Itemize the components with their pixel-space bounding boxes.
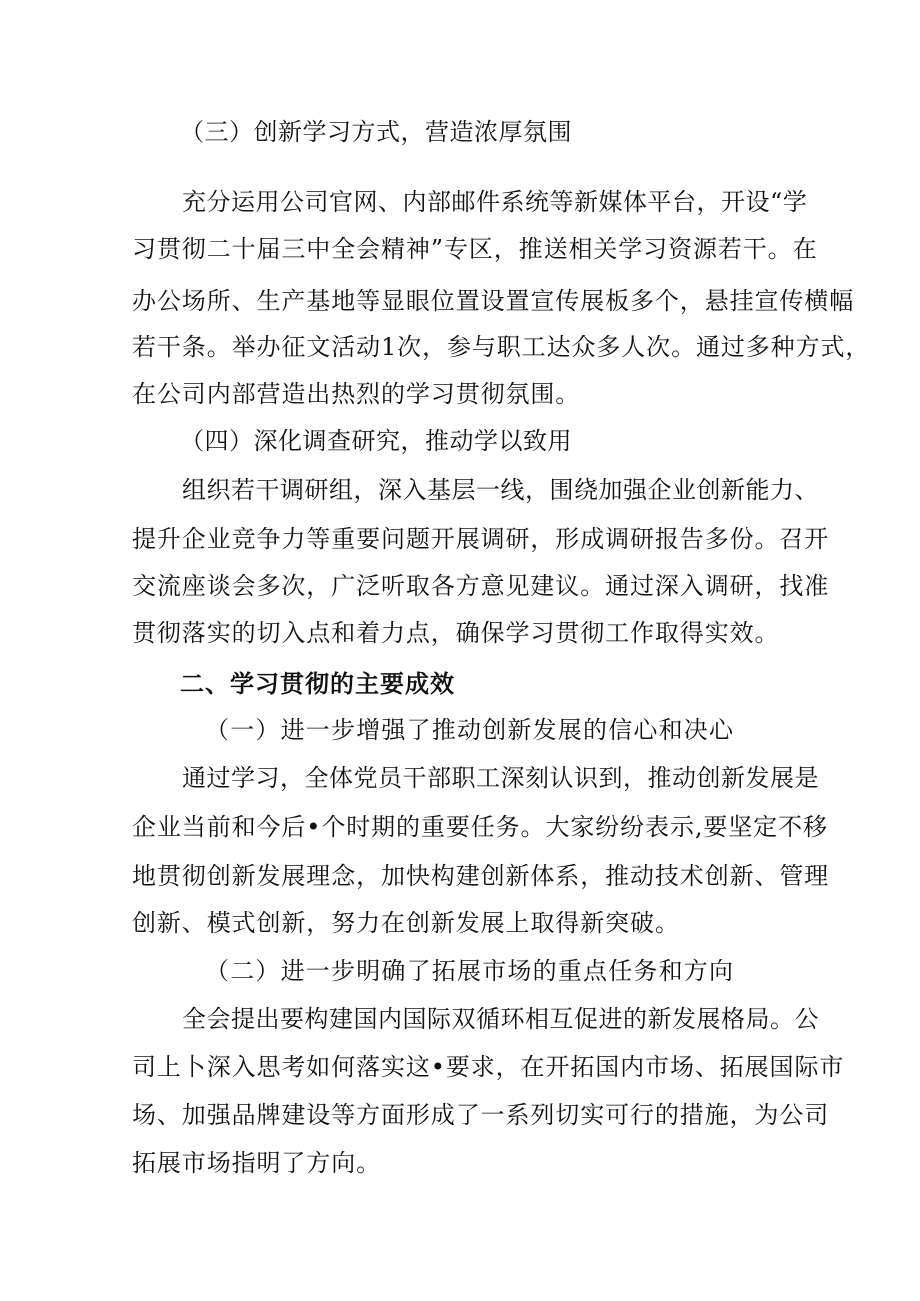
section-heading-2: 二、学习贯彻的主要成效 [180, 670, 455, 698]
paragraph-line: 创新、模式创新，努力在创新发展上取得新突破。 [132, 909, 680, 937]
paragraph-line: 提升企业竞争力等重要问题开展调研，形成调研报告多份。召开 [132, 525, 830, 553]
result-heading-2: （二）进一步明确了拓展市场的重点任务和方向 [205, 957, 735, 985]
subsection-heading-4: （四）深化调查研究，推动学以致用 [180, 427, 572, 455]
result-heading-1: （一）进一步增强了推动创新发展的信心和决心 [205, 716, 735, 744]
paragraph-line: 充分运用公司官网、内部邮件系统等新媒体平台，开设“学 [182, 188, 808, 216]
paragraph-line: 全会提出要构建国内国际双循环相互促进的新发展格局。公 [182, 1005, 819, 1033]
subsection-heading-3: （三）创新学习方式，营造浓厚氛围 [180, 118, 572, 146]
paragraph-line: 拓展市场指明了方向。 [132, 1149, 381, 1177]
paragraph-line: 司上卜深入思考如何落实这•要求，在开拓国内市场、拓展国际市 [132, 1053, 845, 1081]
paragraph-line: 交流座谈会多次，广泛听取各方意见建议。通过深入调研，找准 [132, 572, 830, 600]
paragraph-line: 习贯彻二十届三中全会精神”专区，推送相关学习资源若干。在 [132, 235, 818, 263]
paragraph-line: 场、加强品牌建设等方面形成了一系列切实可行的措施，为公司 [132, 1101, 830, 1129]
paragraph-line: 通过学习，全体党员干部职工深刻认识到，推动创新发展是 [182, 764, 819, 792]
paragraph-line: 贯彻落实的切入点和着力点，确保学习贯彻工作取得实效。 [132, 619, 780, 647]
paragraph-line: 组织若干调研组，深入基层一线，围绕加强企业创新能力、 [182, 476, 819, 504]
paragraph-line: 在公司内部营造出热烈的学习贯彻氛围。 [132, 380, 581, 408]
paragraph-line: 地贯彻创新发展理念，加快构建创新体系，推动技术创新、管理 [132, 862, 830, 890]
paragraph-line: 若干条。举办征文活动1次，参与职工达众多人次。通过多种方式， [132, 333, 871, 361]
paragraph-line: 企业当前和今后•个时期的重要任务。大家纷纷表示,要坚定不移 [132, 813, 828, 841]
paragraph-line: 办公场所、生产基地等显眼位置设置宣传展板多个，悬挂宣传横幅 [132, 287, 855, 315]
